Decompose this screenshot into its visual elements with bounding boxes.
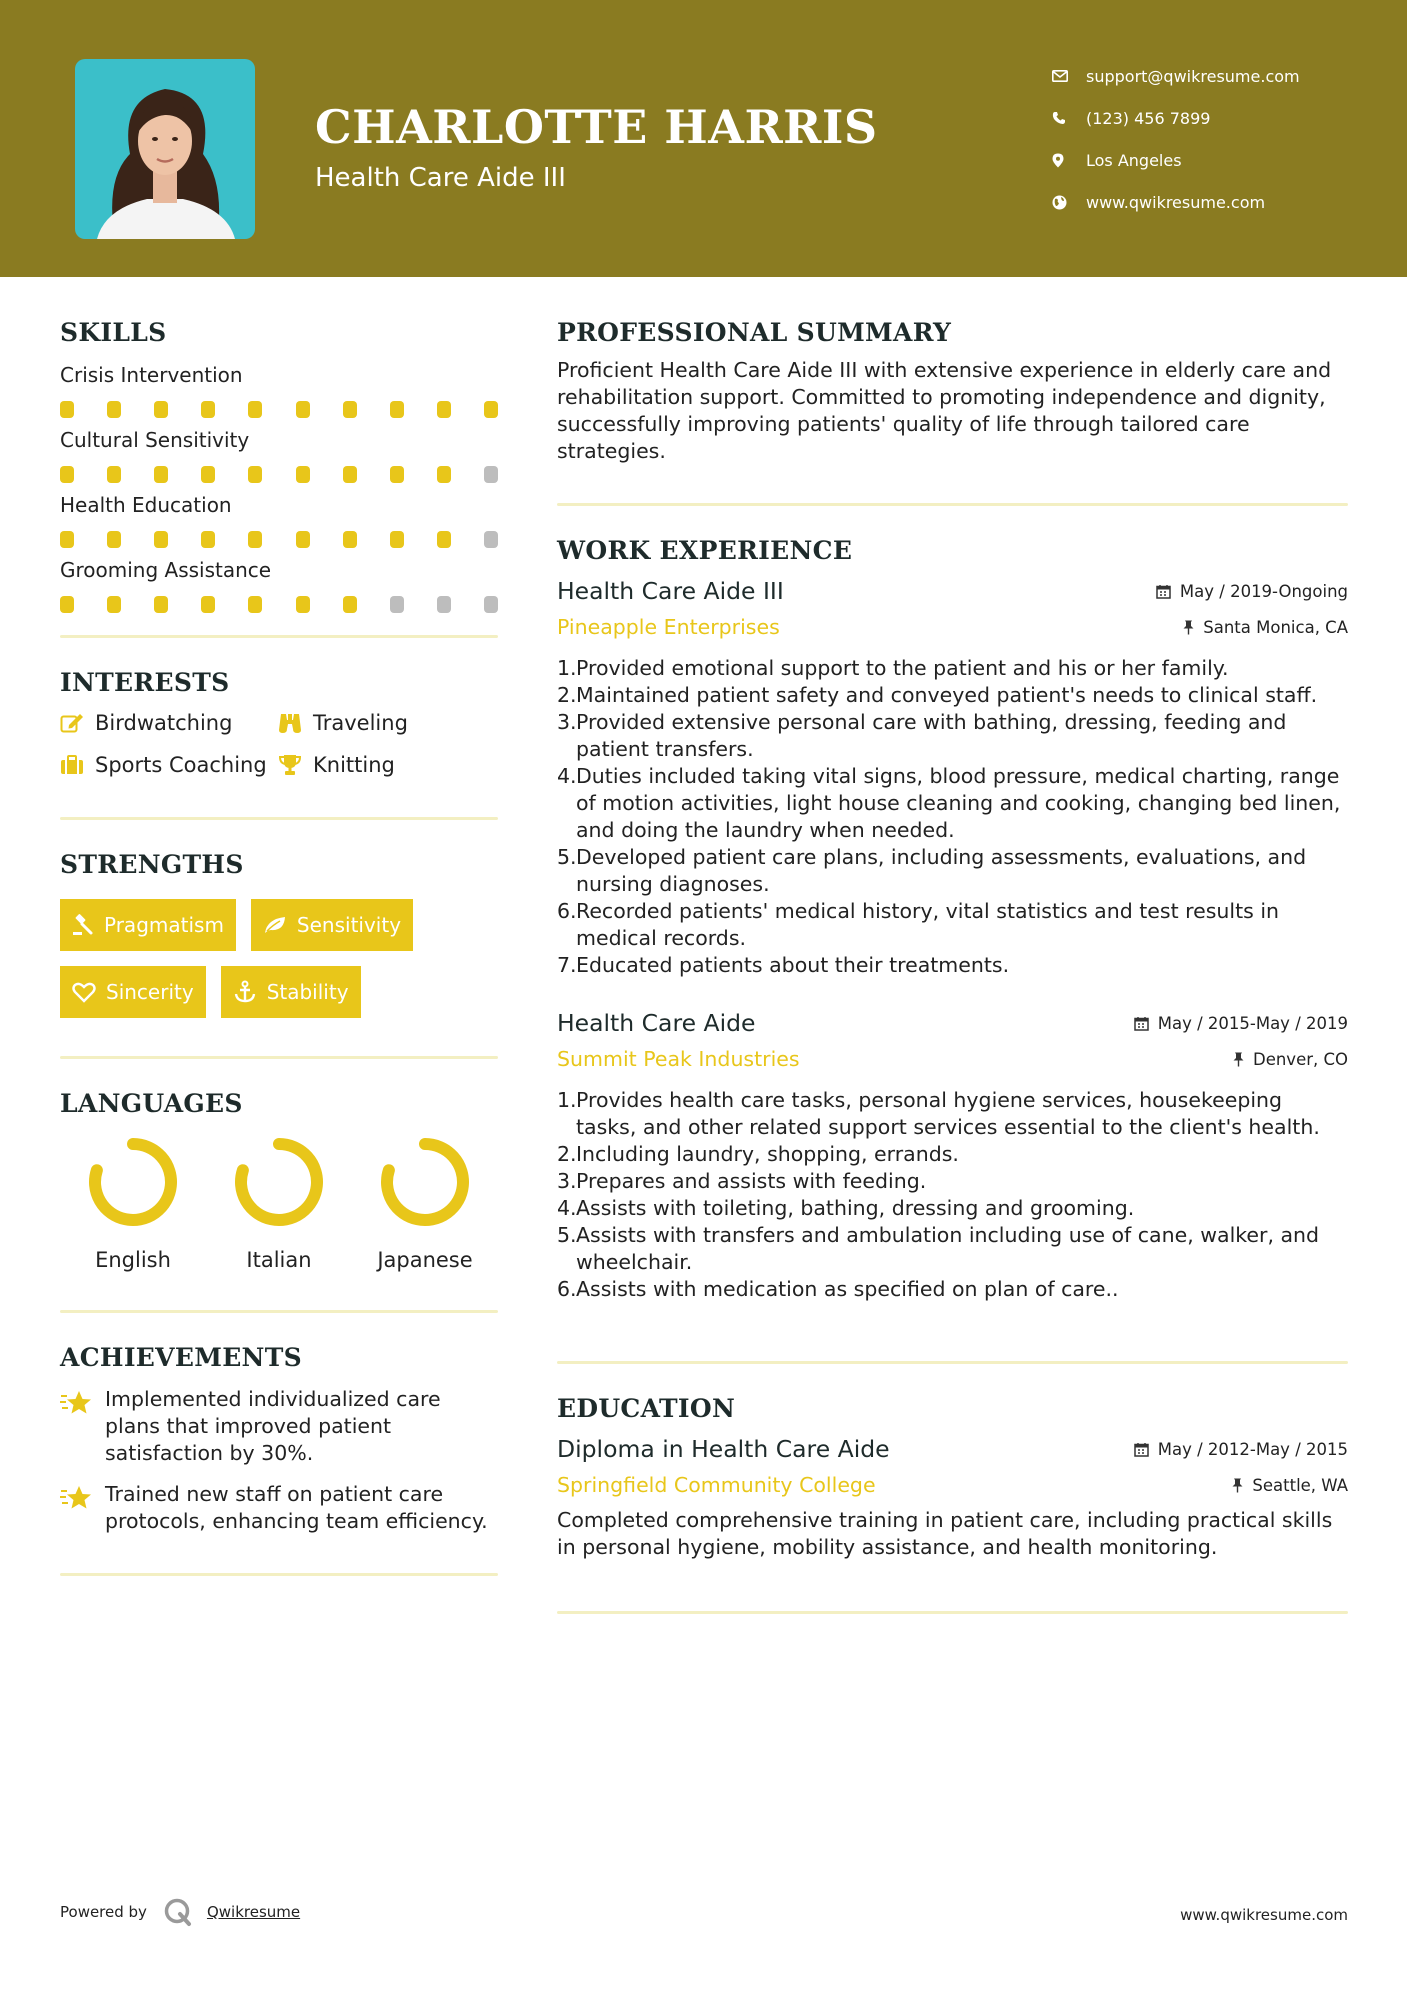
company-name: Pineapple Enterprises [557, 615, 780, 639]
section-divider [557, 1361, 1348, 1364]
anchor-icon [233, 980, 257, 1004]
job-location: Santa Monica, CA [1183, 618, 1348, 637]
skill-rating [60, 401, 498, 418]
rating-dot-filled [154, 531, 168, 548]
skill-name: Health Education [60, 493, 232, 517]
rating-dot-filled [296, 401, 310, 418]
rating-dot-filled [201, 596, 215, 613]
job-title: Health Care Aide III [557, 577, 784, 605]
job-entry [557, 1009, 1348, 1303]
trophy-icon [278, 754, 313, 776]
section-divider [60, 817, 498, 820]
proficiency-arc [387, 1144, 463, 1220]
star-icon [60, 1481, 105, 1535]
achievements-title: ACHIEVEMENTS [60, 1343, 302, 1372]
footer-powered-by: Powered by Qwikresume [60, 1897, 300, 1927]
rating-dot-filled [248, 531, 262, 548]
rating-dot-filled [107, 596, 121, 613]
contact-phone[interactable]: (123) 456 7899 [1050, 97, 1380, 139]
rating-dot-filled [60, 596, 74, 613]
education-title: EDUCATION [557, 1394, 736, 1423]
language-proficiency-ring [87, 1136, 179, 1228]
section-divider [60, 635, 498, 638]
rating-dot-empty [484, 466, 498, 483]
duty-item: 7. Educated patients about their treatments. [557, 953, 1010, 977]
rating-dot-empty [484, 596, 498, 613]
language-proficiency-ring [233, 1136, 325, 1228]
rating-dot-empty [390, 596, 404, 613]
proficiency-arc [95, 1144, 171, 1220]
rating-dot-filled [296, 466, 310, 483]
strength-chip: Pragmatism [60, 899, 236, 951]
duty-item: 2. Maintained patient safety and conveyed patient's needs to clinical staff. [557, 683, 1318, 707]
calendar-icon [1134, 1442, 1149, 1457]
strength-chip: Stability [221, 966, 361, 1018]
skill-rating [60, 531, 498, 548]
achievement-item: Implemented individualized care plans that improved patient satisfaction by 30%. [60, 1386, 498, 1467]
contact-list [1050, 55, 1380, 223]
duty-list [557, 1087, 1348, 1303]
proficiency-arc [241, 1144, 317, 1220]
contact-website[interactable]: www.qwikresume.com [1050, 181, 1380, 223]
skill-name: Cultural Sensitivity [60, 428, 250, 452]
interest-item: Sports Coaching [60, 753, 278, 777]
education-dates: May / 2012-May / 2015 [1134, 1440, 1348, 1459]
rating-dot-filled [154, 466, 168, 483]
skill-rating [60, 596, 498, 613]
candidate-name: CHARLOTTE HARRIS [315, 100, 878, 154]
duty-number: 5. [557, 1223, 577, 1247]
duty-item: 2. Including laundry, shopping, errands. [557, 1142, 959, 1166]
left-column [60, 318, 498, 1576]
duty-item: 5. Developed patient care plans, including assessments, evaluations, and nursing diagnoses. [557, 845, 1307, 896]
strength-chip: Sensitivity [251, 899, 413, 951]
globe-icon [1050, 195, 1086, 210]
school-name: Springfield Community College [557, 1473, 876, 1497]
skill-name: Grooming Assistance [60, 558, 272, 582]
brand-link[interactable]: Qwikresume [206, 1903, 301, 1921]
skill-rating [60, 466, 498, 483]
rating-dot-filled [248, 466, 262, 483]
rating-dot-filled [296, 596, 310, 613]
rating-dot-filled [60, 401, 74, 418]
gavel-icon [72, 914, 94, 936]
binoculars-icon [278, 712, 313, 734]
language-name: English [95, 1248, 171, 1272]
duty-number: 3. [557, 710, 577, 734]
skills-section [60, 318, 498, 613]
language-item [206, 1136, 352, 1272]
skill-name: Crisis Intervention [60, 363, 243, 387]
rating-dot-filled [437, 401, 451, 418]
rating-dot-filled [107, 466, 121, 483]
job-dates: May / 2019-Ongoing [1156, 582, 1348, 601]
job-title: Health Care Aide [557, 1009, 756, 1037]
rating-dot-filled [107, 401, 121, 418]
section-divider [557, 503, 1348, 506]
leaf-icon [263, 915, 287, 935]
rating-dot-filled [248, 401, 262, 418]
achievements-section [60, 1343, 498, 1535]
duty-item: 1. Provided emotional support to the patient and his or her family. [557, 656, 1229, 680]
duty-number: 1. [557, 656, 577, 680]
languages-section [60, 1089, 498, 1272]
summary-text: Proficient Health Care Aide III with extensive experience in elderly care and rehabilitation support. Committed to promoting independence and dignity, successfully improving patients' quality of life through tailored care strategies. [557, 358, 1332, 463]
achievement-item: Trained new staff on patient care protocols, enhancing team efficiency. [60, 1481, 498, 1535]
education-location: Seattle, WA [1232, 1476, 1348, 1495]
rating-dot-filled [343, 531, 357, 548]
duty-item: 6. Assists with medication as specified on plan of care.. [557, 1277, 1119, 1301]
rating-dot-filled [201, 466, 215, 483]
experience-title: WORK EXPERIENCE [557, 536, 853, 565]
interest-item: Birdwatching [60, 711, 278, 735]
duty-list [557, 655, 1348, 979]
heart-icon [72, 981, 96, 1003]
rating-dot-filled [201, 531, 215, 548]
job-location: Denver, CO [1233, 1050, 1348, 1069]
footer-url[interactable]: www.qwikresume.com [1180, 1906, 1348, 1924]
duty-number: 6. [557, 1277, 577, 1301]
duty-item: 1. Provides health care tasks, personal hygiene services, housekeeping tasks, and other related support services essential to the client's health. [557, 1088, 1320, 1139]
interest-item: Traveling [278, 711, 498, 735]
thumbtack-icon [1232, 1478, 1243, 1493]
phone-icon [1050, 111, 1086, 125]
duty-number: 2. [557, 1142, 577, 1166]
duty-item: 3. Prepares and assists with feeding. [557, 1169, 927, 1193]
language-item [60, 1136, 206, 1272]
job-dates: May / 2015-May / 2019 [1134, 1014, 1348, 1033]
section-divider [60, 1056, 498, 1059]
language-proficiency-ring [379, 1136, 471, 1228]
duty-number: 1. [557, 1088, 577, 1112]
rating-dot-filled [60, 531, 74, 548]
rating-dot-filled [343, 466, 357, 483]
job-entry [557, 577, 1348, 979]
rating-dot-filled [154, 596, 168, 613]
rating-dot-filled [154, 401, 168, 418]
thumbtack-icon [1233, 1052, 1244, 1067]
company-name: Summit Peak Industries [557, 1047, 800, 1071]
interest-item: Knitting [278, 753, 498, 777]
rating-dot-filled [201, 401, 215, 418]
duty-item: 3. Provided extensive personal care with bathing, dressing, feeding and patient transfers. [557, 710, 1287, 761]
mail-icon [1050, 70, 1086, 82]
right-column [557, 318, 1348, 1614]
duty-number: 4. [557, 764, 577, 788]
candidate-title: Health Care Aide III [315, 163, 566, 193]
education-section [557, 1394, 1348, 1561]
section-divider [557, 1611, 1348, 1614]
location-pin-icon [1050, 153, 1086, 168]
star-icon [60, 1386, 105, 1467]
duty-number: 2. [557, 683, 577, 707]
skills-title: SKILLS [60, 318, 167, 347]
rating-dot-filled [437, 531, 451, 548]
strengths-title: STRENGTHS [60, 850, 244, 879]
contact-location: Los Angeles [1050, 139, 1380, 181]
duty-item: 6. Recorded patients' medical history, vital statistics and test results in medical records. [557, 899, 1280, 950]
rating-dot-filled [296, 531, 310, 548]
briefcase-icon [60, 755, 95, 775]
duty-item: 4. Duties included taking vital signs, blood pressure, medical charting, range of motion activities, light house cleaning and cooking, changing bed linen, and doing the laundry when needed. [557, 764, 1341, 842]
rating-dot-filled [484, 401, 498, 418]
rating-dot-filled [390, 531, 404, 548]
duty-number: 3. [557, 1169, 577, 1193]
duty-number: 5. [557, 845, 577, 869]
interests-title: INTERESTS [60, 668, 230, 697]
rating-dot-empty [484, 531, 498, 548]
rating-dot-filled [107, 531, 121, 548]
pencil-square-icon [60, 713, 95, 733]
duty-item: 4. Assists with toileting, bathing, dressing and grooming. [557, 1196, 1135, 1220]
degree-title: Diploma in Health Care Aide [557, 1435, 890, 1463]
education-text: Completed comprehensive training in patient care, including practical skills in personal hygiene, mobility assistance, and health monitoring. [557, 1508, 1333, 1559]
language-item [352, 1136, 498, 1272]
contact-email[interactable]: support@qwikresume.com [1050, 55, 1380, 97]
language-name: Japanese [377, 1248, 473, 1272]
interests-section [60, 668, 498, 777]
experience-section [557, 536, 1348, 1303]
rating-dot-filled [390, 466, 404, 483]
duty-item: 5. Assists with transfers and ambulation including use of cane, walker, and wheelchair. [557, 1223, 1320, 1274]
calendar-icon [1156, 584, 1171, 599]
rating-dot-empty [437, 596, 451, 613]
calendar-icon [1134, 1016, 1149, 1031]
thumbtack-icon [1183, 620, 1194, 635]
duty-number: 7. [557, 953, 577, 977]
rating-dot-filled [343, 401, 357, 418]
rating-dot-filled [248, 596, 262, 613]
header-banner [0, 0, 1407, 277]
summary-section [557, 318, 1348, 465]
section-divider [60, 1573, 498, 1576]
section-divider [60, 1310, 498, 1313]
duty-number: 6. [557, 899, 577, 923]
rating-dot-filled [437, 466, 451, 483]
rating-dot-filled [390, 401, 404, 418]
profile-photo [75, 59, 255, 239]
qwikresume-logo-icon [163, 1897, 193, 1927]
strength-chip: Sincerity [60, 966, 206, 1018]
language-name: Italian [246, 1248, 312, 1272]
strengths-section [60, 850, 498, 1018]
languages-title: LANGUAGES [60, 1089, 243, 1118]
summary-title: PROFESSIONAL SUMMARY [557, 318, 952, 347]
rating-dot-filled [343, 596, 357, 613]
duty-number: 4. [557, 1196, 577, 1220]
rating-dot-filled [60, 466, 74, 483]
